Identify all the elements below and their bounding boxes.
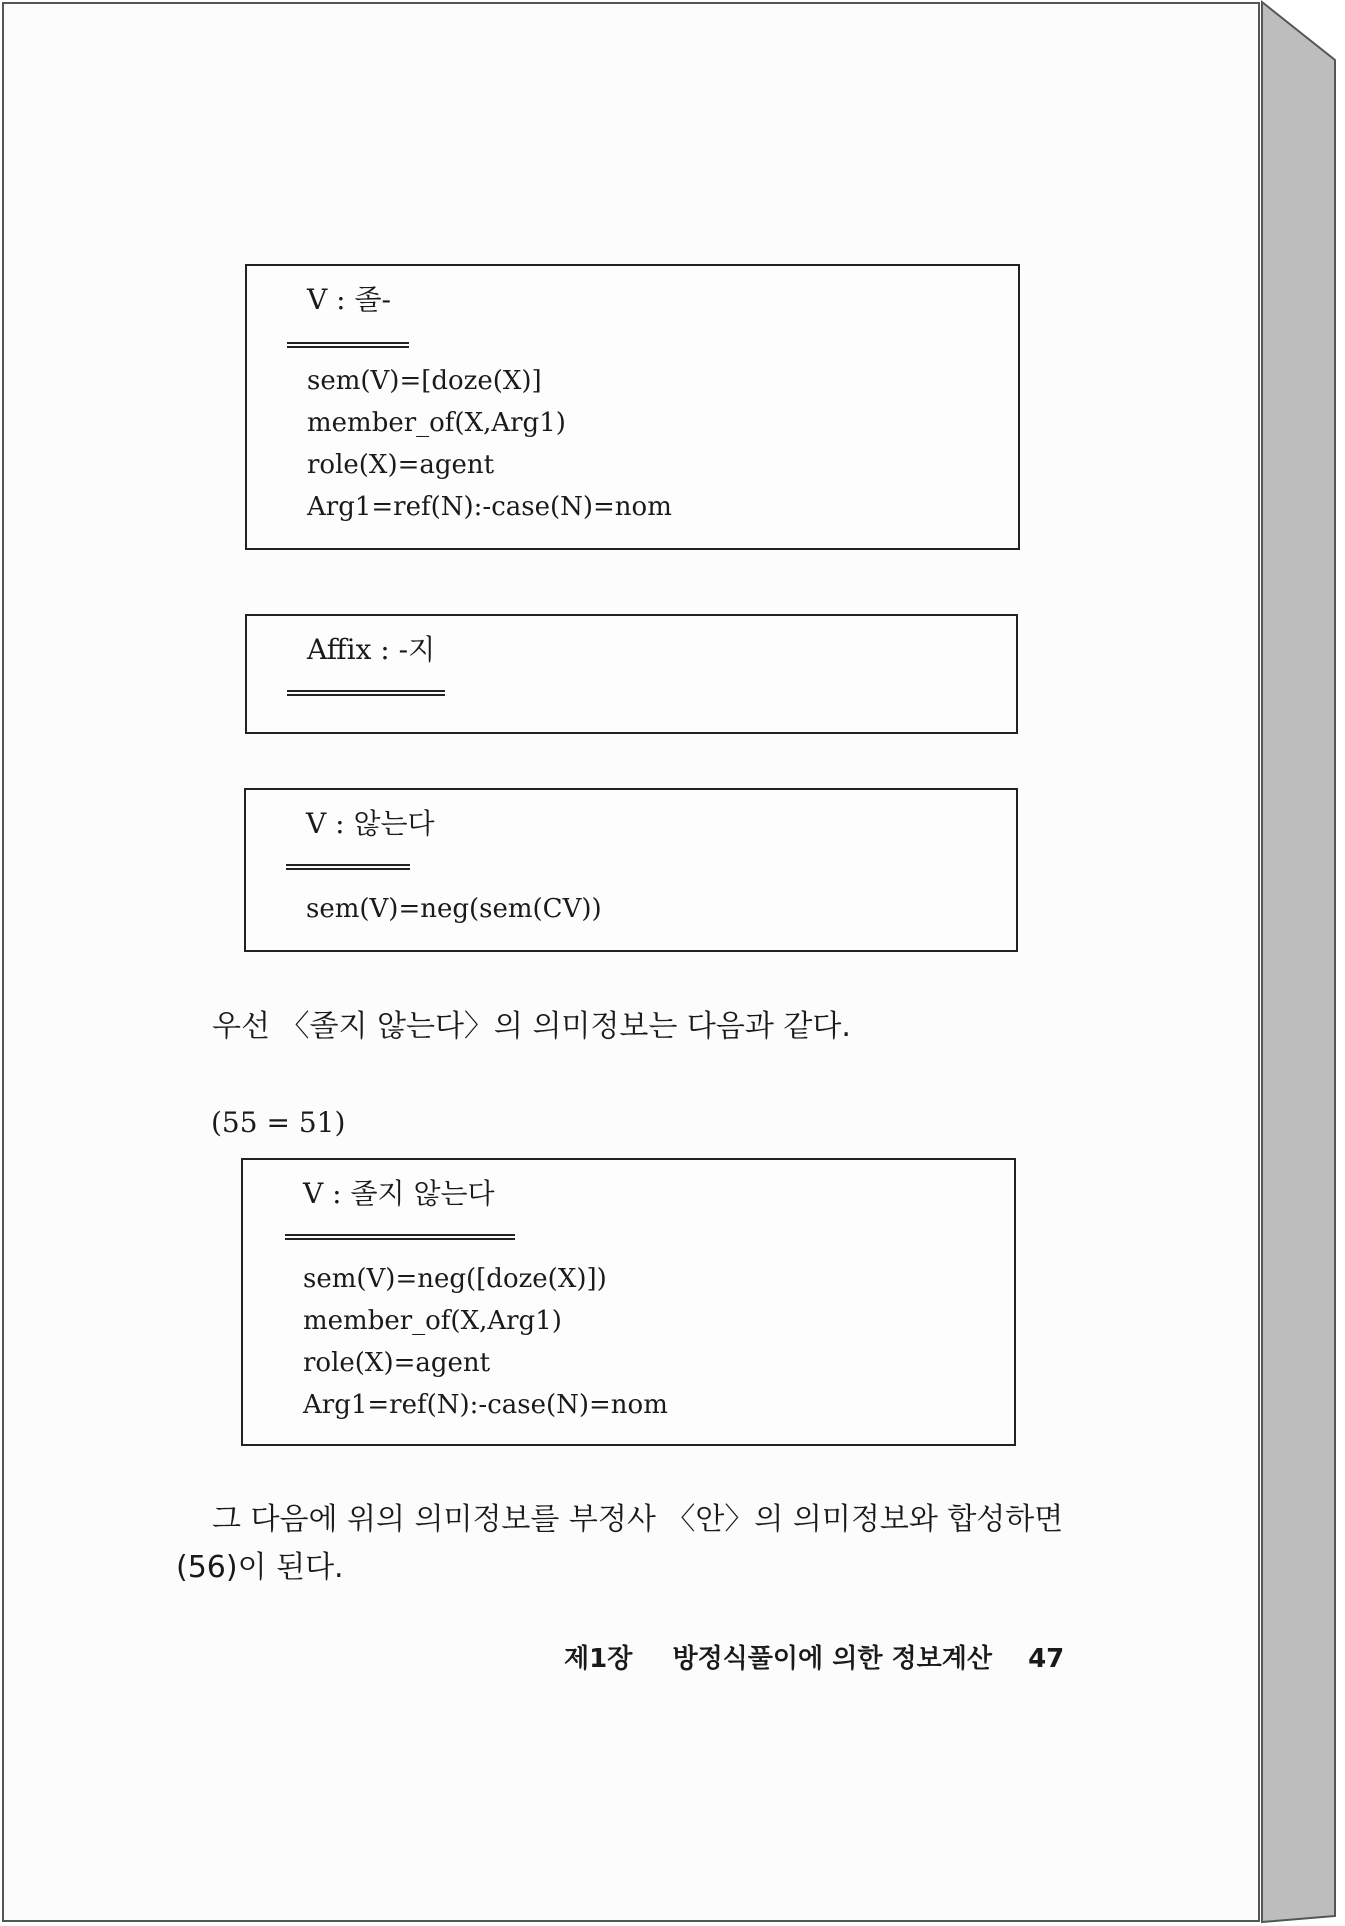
- entry-line: sem(V)=neg(sem(CV)): [306, 894, 602, 924]
- running-footer: [564, 1644, 1064, 1674]
- body-paragraph: 그 다음에 위의 의미정보를 부정사 〈안〉의 의미정보와 합성하면: [212, 1502, 1064, 1537]
- page: [2, 2, 1260, 1922]
- entry-box-2: [245, 614, 1018, 734]
- entry-box-4: [241, 1158, 1016, 1446]
- entry-box-1: [245, 264, 1020, 550]
- entry-line: member_of(X,Arg1): [303, 1306, 562, 1336]
- entry-line: sem(V)=[doze(X)]: [307, 366, 542, 396]
- entry-head: Affix : -지: [307, 633, 436, 666]
- footer-page-number: 47: [1028, 1644, 1065, 1674]
- footer-title: 방정식풀이에 의한 정보계산: [672, 1644, 992, 1674]
- entry-head: V : 졸-: [307, 283, 391, 316]
- entry-line: role(X)=agent: [303, 1348, 491, 1378]
- entry-line: Arg1=ref(N):-case(N)=nom: [307, 492, 672, 522]
- footer-chapter: 제1장: [564, 1644, 633, 1674]
- body-paragraph-continued: (56)이 된다.: [176, 1550, 344, 1585]
- entry-line: sem(V)=neg([doze(X)]): [303, 1264, 607, 1294]
- example-label: (55 = 51): [211, 1106, 346, 1139]
- entry-line: member_of(X,Arg1): [307, 408, 566, 438]
- double-rule: [286, 864, 410, 870]
- entry-box-3: [244, 788, 1018, 952]
- double-rule: [287, 342, 409, 348]
- entry-line: Arg1=ref(N):-case(N)=nom: [303, 1390, 668, 1420]
- entry-head: V : 않는다: [306, 807, 435, 840]
- entry-line: role(X)=agent: [307, 450, 495, 480]
- double-rule: [285, 1234, 515, 1240]
- entry-head: V : 졸지 않는다: [303, 1177, 495, 1210]
- body-paragraph: 우선 〈졸지 않는다〉의 의미정보는 다음과 같다.: [212, 1009, 851, 1044]
- double-rule: [287, 690, 445, 696]
